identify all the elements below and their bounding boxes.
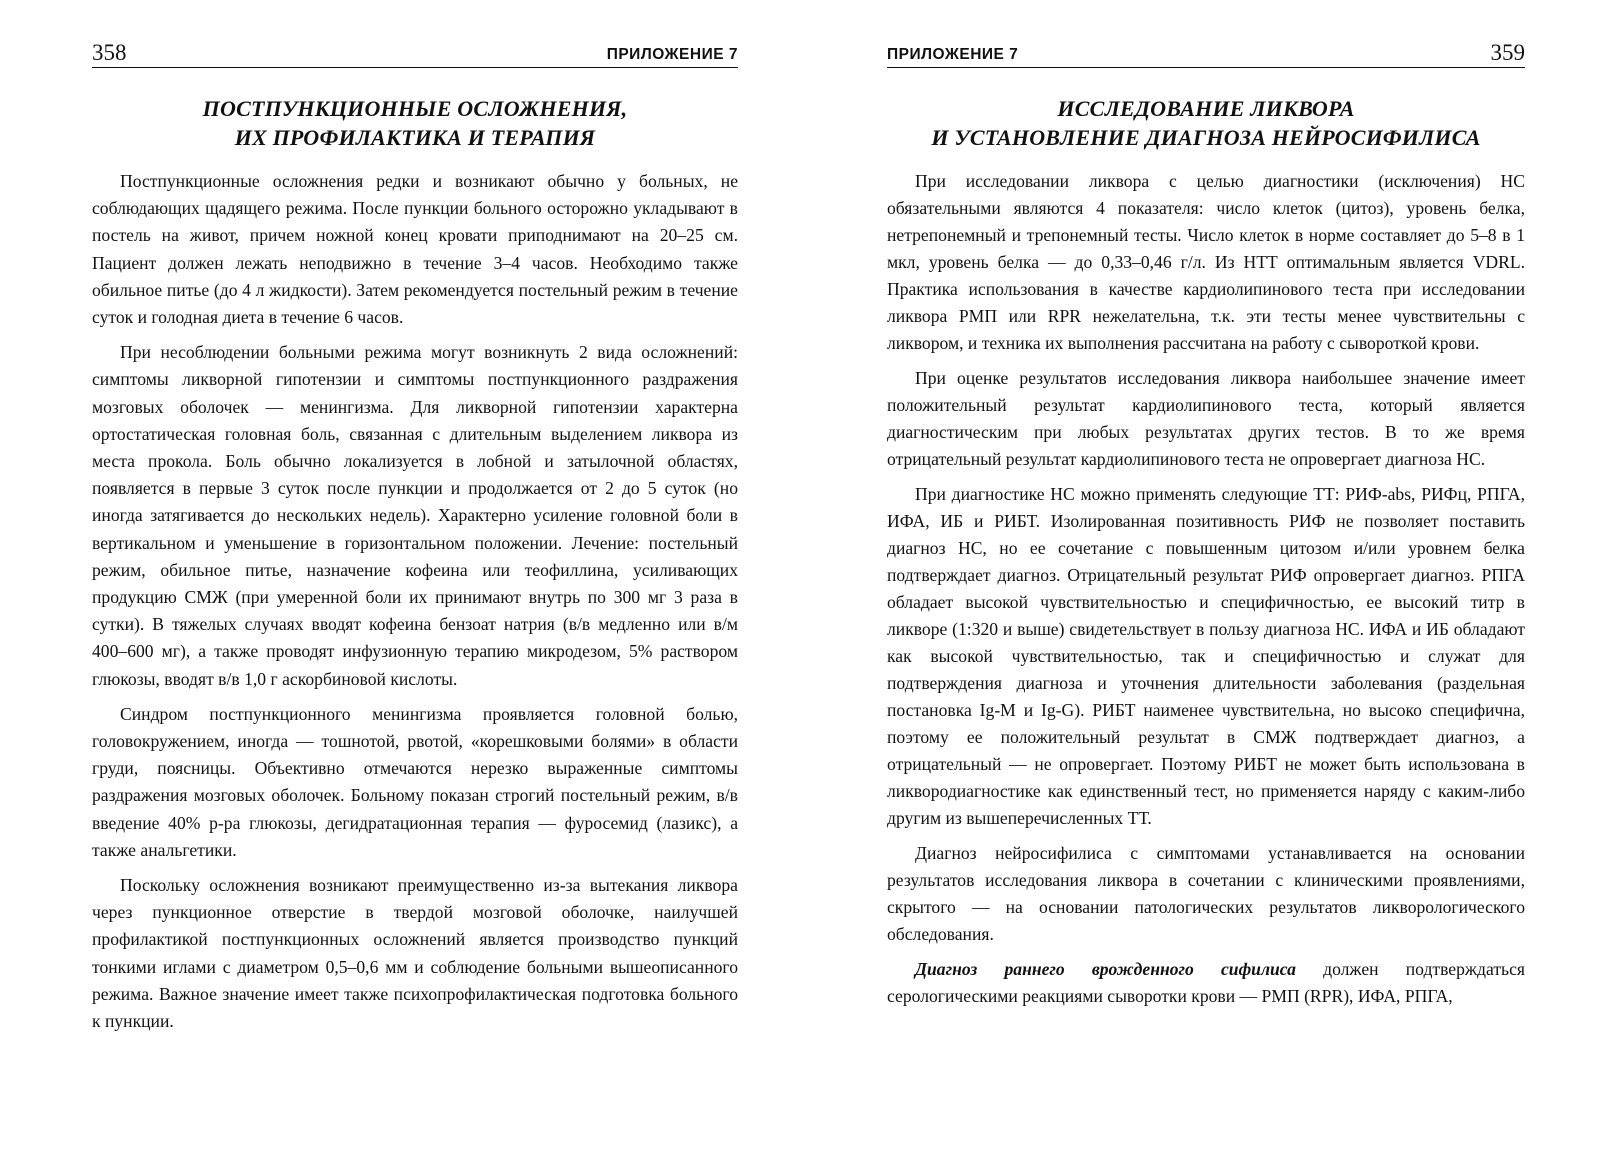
paragraph: При несоблюдении больными режима могут возникнуть 2 вида осложнений: симптомы ликворной гипотензии и симптомы постпункционного раздражения мозговых оболочек — менингизма. Для ликворной гипотензии характерна ортостатическая головная боль, связанная с длительным выделением ликвора из места прокола. Боль обычно локализуется в лобной и затылочной областях, появляется в первые 3 суток после пункции и продолжается от 2 до 5 суток (но иногда затягивается до нескольких недель). Характерно усиление головной боли в вертикальном и уменьшение в горизонтальном положении. Лечение: постельный режим, обильное питье, назначение кофеина или теофиллина, усиливающих продукцию СМЖ (при умеренной боли их принимают внутрь по 300 мг 3 раза в сутки). В тяжелых случаях вводят кофеина бензоат натрия (в/в медленно или в/м 400–600 мг), а также проводят инфузионную терапию микродезом, 5% раствором глюкозы, вводят в/в 1,0 г аскорбиновой кислоты. (92, 342, 738, 689)
running-head-right (887, 30, 1525, 68)
page-number-right: 359 (1490, 40, 1525, 65)
running-head-left (92, 30, 738, 68)
left-page (92, 30, 738, 1140)
chapter-title-line-2: И УСТАНОВЛЕНИЕ ДИАГНОЗА НЕЙРОСИФИЛИСА (931, 125, 1481, 150)
paragraph-congenital-syphilis (887, 956, 1525, 1010)
paragraph: При исследовании ликвора с целью диагностики (исключения) НС обязательными являются 4 показателя: число клеток (цитоз), уровень белка, нетрепонемный и трепонемный тесты. Число клеток в норме составляет до 5–8 в 1 мкл, уровень белка — до 0,33–0,46 г/л. Из НТТ оптимальным является VDRL. Практика использования в качестве кардиолипинового теста при исследовании ликвора РМП или RPR нежелательна, т.к. эти тесты менее чувствительны с ликвором, и техника их выполнения рассчитана на работу с сывороткой крови. (887, 171, 1525, 353)
paragraph: При оценке результатов исследования ликвора наибольшее значение имеет положительный результат кардиолипинового теста, который является диагностическим при любых результатах других тестов. В то же время отрицательный результат кардиолипинового теста не опровергает диагноза НС. (887, 368, 1525, 469)
chapter-title-right (887, 94, 1525, 152)
section-label-left: ПРИЛОЖЕНИЕ 7 (606, 45, 738, 63)
section-label-right: ПРИЛОЖЕНИЕ 7 (887, 45, 1019, 63)
paragraph: Синдром постпункционного менингизма проявляется головной болью, головокружением, иногда — тошнотой, рвотой, «корешковыми болями» в области груди, поясницы. Объективно отмечаются нерезко выраженные симптомы раздражения мозговых оболочек. Больному показан строгий постельный режим, в/в введение 40% р-ра глюкозы, дегидратационная терапия — фуросемид (лазикс), а также анальгетики. (92, 703, 738, 860)
paragraph: Диагноз нейросифилиса с симптомами устанавливается на основании результатов исследования ликвора в сочетании с клиническими проявлениями, скрытого — на основании патологических результатов ликворологического обследования. (887, 843, 1525, 944)
page-number-left: 358 (92, 40, 127, 65)
chapter-title-line-1: ИССЛЕДОВАНИЕ ЛИКВОРА (1057, 96, 1355, 121)
right-page (887, 30, 1525, 1140)
chapter-title-left (92, 94, 738, 152)
paragraph: При диагностике НС можно применять следующие ТТ: РИФ-abs, РИФц, РПГА, ИФА, ИБ и РИБТ. Изолированная позитивность РИФ не позволяет поставить диагноз НС, но ее сочетание с повышенным цитозом и/или уровнем белка подтверждает диагноз. Отрицательный результат РИФ опровергает диагноз. РПГА обладает высокой чувствительностью и специфичностью, ее высокий титр в ликворе (1:320 и выше) свидетельствует в пользу диагноза НС. ИФА и ИБ обладают как высокой чувствительностью, так и специфичностью и служат для подтверждения диагноза и уточнения длительности заболевания (раздельная постановка Ig-M и Ig-G). РИБТ наименее чувствительна, но высоко специфична, поэтому ее положительный результат в СМЖ подтверждает диагноз, а отрицательный — не опровергает. Поэтому РИБТ не может быть использована в ликвородиагностике как единственный тест, но применяется наряду с каким-либо другим из вышеперечисленных ТТ. (887, 484, 1525, 828)
paragraph: Постпункционные осложнения редки и возникают обычно у больных, не соблюдающих щадящего режима. После пункции больного осторожно укладывают в постель на живот, причем ножной конец кровати приподнимают на 20–25 см. Пациент должен лежать неподвижно в течение 3–4 часов. Необходимо также обильное питье (до 4 л жидкости). Затем рекомендуется постельный режим в течение суток и голодная диета в течение 6 часов. (92, 171, 738, 328)
chapter-title-line-1: ПОСТПУНКЦИОННЫЕ ОСЛОЖНЕНИЯ, (202, 96, 628, 121)
paragraph-lead-term: Диагноз раннего врожденного сифилиса (915, 959, 1296, 979)
chapter-title-line-2: ИХ ПРОФИЛАКТИКА И ТЕРАПИЯ (234, 125, 596, 150)
paragraph: Поскольку осложнения возникают преимущественно из-за вытекания ликвора через пункционное отверстие в твердой мозговой оболочке, наилучшей профилактикой постпункционных осложнений является производство пункций тонкими иглами с диаметром 0,5–0,6 мм и соблюдение больными вышеописанного режима. Важное значение имеет также психопрофилактическая подготовка больного к пункции. (92, 875, 738, 1032)
paragraph-continuation: должен подтверждаться серологическими реакциями сыворотки крови — РМП (RPR), ИФА, РПГА, (887, 959, 1525, 1006)
